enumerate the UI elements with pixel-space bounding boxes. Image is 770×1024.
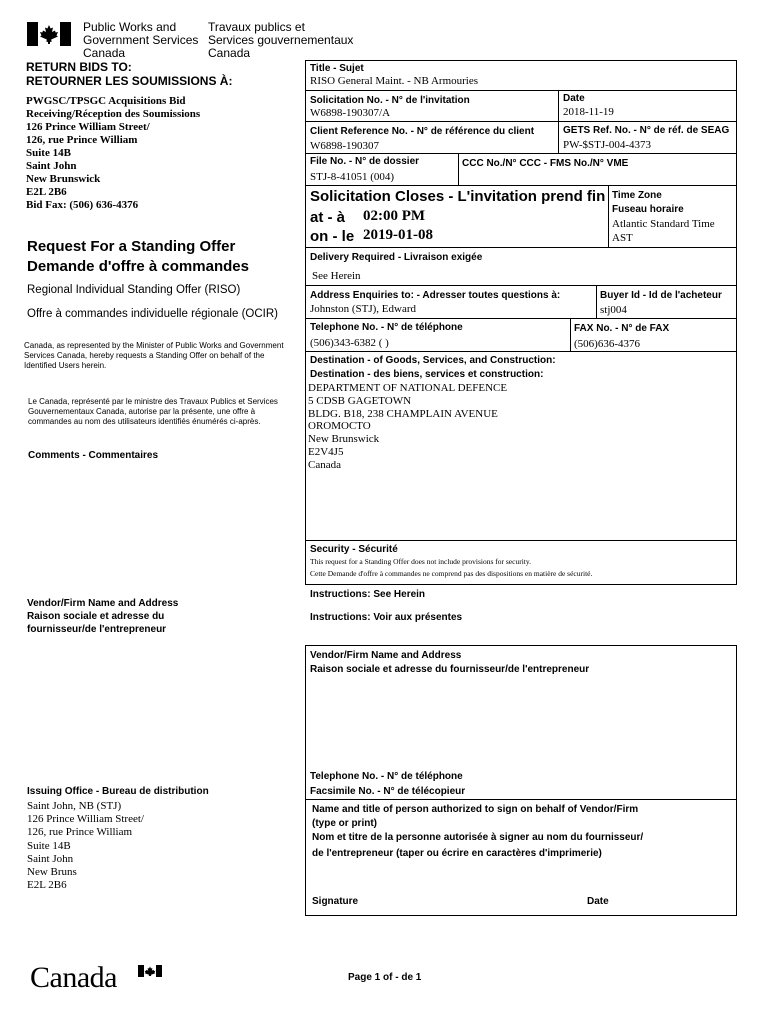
address-line: Suite 14B <box>27 839 71 852</box>
dept-en-line: Government Services <box>83 33 199 47</box>
security-text-en: This request for a Standing Offer does not include provisions for security. <box>310 557 531 566</box>
date-value: 2018-11-19 <box>563 106 614 118</box>
security-label: Security - Sécurité <box>310 544 398 555</box>
request-paragraph-fr: Le Canada, représenté par le ministre des Travaux Publics et Services Gouvernementaux Canada, autorise par la présente, une offre à commandes au nom des utilisateurs identifiés énumérés ci-après. <box>28 397 278 426</box>
delivery-required-label: Delivery Required - Livraison exigée <box>310 252 483 263</box>
address-line: Receiving/Réception des Soumissions <box>26 108 201 120</box>
address-line: Saint John, NB (STJ) <box>27 800 122 812</box>
riso-subtitle-fr: Offre à commandes individuelle régionale (OCIR) <box>27 308 278 320</box>
fuseau-horaire-label: Fuseau horaire <box>612 204 684 215</box>
address-line: New Brunswick <box>26 173 101 185</box>
vendor-name-label-fr[interactable]: Raison sociale et adresse du fournisseur/de l'entrepreneur <box>310 664 590 675</box>
client-reference-label: Client Reference No. - N° de référence du client <box>310 126 535 137</box>
address-line: E2V4J5 <box>308 445 344 458</box>
address-line: E2L 2B6 <box>27 879 67 892</box>
document-title <box>27 237 249 277</box>
signature-label[interactable]: Signature <box>312 896 359 907</box>
issuing-office-label: Issuing Office - Bureau de distribution <box>27 786 209 797</box>
comments-label: Comments - Commentaires <box>28 450 159 461</box>
signature-date-label[interactable]: Date <box>587 896 609 907</box>
dept-fr-line: Travaux publics et <box>208 20 305 34</box>
closing-date-value: 2019-01-08 <box>363 227 433 243</box>
address-line: New Brunswick <box>308 433 380 446</box>
telephone-label: Telephone No. - N° de téléphone <box>310 322 463 333</box>
delivery-required-value: See Herein <box>312 270 361 282</box>
issuing-office-address <box>27 800 144 892</box>
wordmark-flag-icon <box>138 964 162 982</box>
time-zone-label: Time Zone <box>612 190 662 201</box>
fax-label: FAX No. - N° de FAX <box>574 323 670 334</box>
file-number-label: File No. - N° de dossier <box>310 156 420 167</box>
canada-flag-icon <box>27 22 71 46</box>
vendor-left-line: Vendor/Firm Name and Address <box>27 598 179 609</box>
ccc-number-label: CCC No./N° CCC - FMS No./N° VME <box>462 158 629 169</box>
date-label: Date <box>563 93 585 104</box>
authorized-person-label-2: (type or print) <box>312 818 377 829</box>
instructions-fr: Instructions: Voir aux présentes <box>310 612 463 623</box>
authorized-person-label-1: Name and title of person authorized to sign on behalf of Vendor/Firm <box>312 804 639 815</box>
address-enquiries-value: Johnston (STJ), Edward <box>310 303 417 315</box>
closing-time-label: at - à <box>310 209 346 226</box>
gets-reference-value: PW-$STJ-004-4373 <box>563 139 651 151</box>
instructions-en: Instructions: See Herein <box>310 589 426 600</box>
address-line: 126, rue Prince William <box>27 826 133 839</box>
document-title-fr: Demande d'offre à commandes <box>27 258 249 275</box>
security-text-fr: Cette Demande d'offre à commandes ne comprend pas des dispositions en matière de sécurité. <box>310 569 593 578</box>
solicitation-number-label: Solicitation No. - N° de l'invitation <box>310 95 470 106</box>
address-line: 126, rue Prince William <box>26 134 138 146</box>
vendor-facsimile-label[interactable]: Facsimile No. - N° de télécopieur <box>310 786 466 797</box>
address-line: OROMOCTO <box>308 420 371 433</box>
client-reference-value: W6898-190307 <box>310 140 380 152</box>
department-name-english <box>83 21 198 60</box>
buyer-id-value: stj004 <box>600 304 627 316</box>
authorized-person-label-4[interactable]: de l'entrepreneur (taper ou écrire en caractères d'imprimerie) <box>312 848 602 859</box>
address-line: Suite 14B <box>26 147 71 159</box>
vendor-left-line: fournisseur/de l'entrepreneur <box>27 624 167 635</box>
vendor-left-line: Raison sociale et adresse du <box>27 611 165 622</box>
closing-time-value: 02:00 PM <box>363 208 426 224</box>
solicitation-closes-label: Solicitation Closes - L'invitation prend fin <box>310 188 606 205</box>
address-line: 126 Prince William Street/ <box>26 121 150 133</box>
address-line: Saint John <box>26 160 77 172</box>
time-zone-value: Atlantic Standard Time <box>612 218 715 230</box>
address-line: DEPARTMENT OF NATIONAL DEFENCE <box>308 382 508 394</box>
closing-date-label: on - le <box>310 228 355 245</box>
destination-label-en: Destination - of Goods, Services, and Construction: <box>310 355 556 366</box>
destination-address <box>308 382 507 472</box>
canada-wordmark-text: Canada <box>30 961 117 994</box>
return-bids-title-fr: RETOURNER LES SOUMISSIONS À: <box>26 74 233 88</box>
canada-wordmark-logo <box>30 962 117 994</box>
bid-fax-line: Bid Fax: (506) 636-4376 <box>26 199 139 211</box>
dept-en-line: Public Works and <box>83 20 177 34</box>
file-number-value: STJ-8-41051 (004) <box>310 171 395 183</box>
telephone-value: (506)343-6382 ( ) <box>310 337 389 349</box>
buyer-id-label: Buyer Id - Id de l'acheteur <box>600 290 722 301</box>
address-line: BLDG. B18, 238 CHAMPLAIN AVENUE <box>308 407 498 420</box>
address-line: Canada <box>308 458 341 471</box>
address-line: 5 CDSB GAGETOWN <box>308 394 412 407</box>
department-name-french <box>208 21 353 60</box>
authorized-person-label-3: Nom et titre de la personne autorisée à signer au nom du fournisseur/ <box>312 832 644 843</box>
vendor-left-label <box>27 597 178 636</box>
destination-label-fr: Destination - des biens, services et construction: <box>310 369 544 380</box>
vendor-name-label: Vendor/Firm Name and Address <box>310 650 462 661</box>
dept-fr-line: Services gouvernementaux <box>208 33 354 47</box>
time-zone-abbreviation: AST <box>612 232 633 244</box>
page-number: Page 1 of - de 1 <box>348 972 422 983</box>
title-value: RISO General Maint. - NB Armouries <box>310 75 479 87</box>
dept-fr-line: Canada <box>208 46 251 60</box>
title-label: Title - Sujet <box>310 63 364 74</box>
address-line: New Bruns <box>27 866 77 879</box>
address-line: 126 Prince William Street/ <box>27 813 144 826</box>
request-paragraph-en: Canada, as represented by the Minister of Public Works and Government Services Canada, hereby requests a Standing Offer on behalf of the Identified Users herein. <box>24 341 284 370</box>
riso-subtitle-en: Regional Individual Standing Offer (RISO) <box>27 284 241 296</box>
gets-reference-label: GETS Ref. No. - N° de réf. de SEAG <box>563 125 730 136</box>
address-line: E2L 2B6 <box>26 186 67 198</box>
document-title-en: Request For a Standing Offer <box>27 238 236 255</box>
return-bids-heading <box>26 60 232 88</box>
address-enquiries-label: Address Enquiries to: - Adresser toutes questions à: <box>310 290 561 301</box>
address-line: PWGSC/TPSGC Acquisitions Bid <box>26 95 186 107</box>
address-line: Saint John <box>27 852 74 865</box>
fax-value: (506)636-4376 <box>574 338 640 350</box>
vendor-telephone-label[interactable]: Telephone No. - N° de téléphone <box>310 771 463 782</box>
return-bids-address <box>26 95 200 212</box>
solicitation-number-value: W6898-190307/A <box>310 107 391 119</box>
dept-en-line: Canada <box>83 46 126 60</box>
return-bids-title-en: RETURN BIDS TO: <box>26 60 132 74</box>
